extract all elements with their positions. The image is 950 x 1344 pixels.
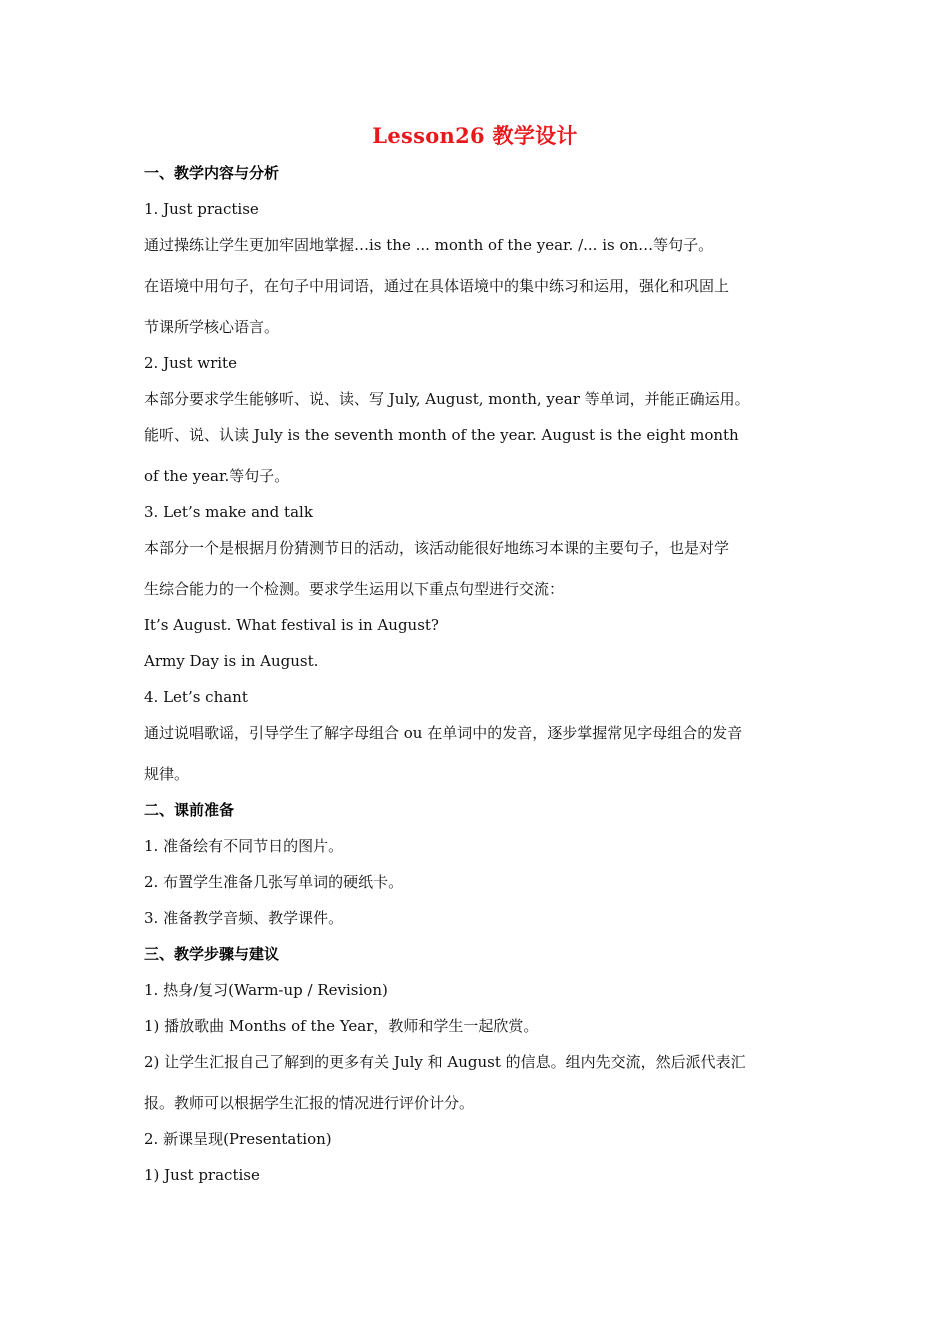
step-title-presentation: 2. 新课呈现(Presentation) [144,1130,332,1148]
subsection-title-chant: 4. Let’s chant [144,688,248,706]
example-sentence: Army Day is in August. [144,652,319,670]
paragraph-line: of the year.等句子。 [144,467,290,485]
subsection-title-just-write: 2. Just write [144,354,237,372]
paragraph-line: 生综合能力的一个检测。要求学生运用以下重点句型进行交流： [144,580,565,598]
list-item-continuation: 报。教师可以根据学生汇报的情况进行评价计分。 [144,1094,475,1112]
list-item: 1) 播放歌曲 Months of the Year，教师和学生一起欣赏。 [144,1017,539,1035]
list-item: 3. 准备教学音频、教学课件。 [144,909,344,927]
document-title: Lesson26 教学设计 [372,123,578,148]
paragraph-line: 本部分一个是根据月份猜测节日的活动，该活动能很好地练习本课的主要句子，也是对学 [144,539,730,557]
paragraph-line: 规律。 [144,765,190,783]
paragraph-line: 节课所学核心语言。 [144,318,280,336]
subsection-title-just-practise: 1. Just practise [144,200,259,218]
list-item: 1. 准备绘有不同节日的图片。 [144,837,344,855]
paragraph-line: 通过操练让学生更加牢固地掌握…is the ... month of the year. /... is on…等句子。 [144,236,714,254]
list-item: 1) Just practise [144,1166,260,1184]
step-title-warm-up: 1. 热身/复习(Warm-up / Revision) [144,981,388,999]
section-heading-content-analysis: 一、教学内容与分析 [144,164,280,182]
example-sentence: It’s August. What festival is in August? [144,616,439,634]
subsection-title-make-and-talk: 3. Let’s make and talk [144,503,313,521]
section-heading-preparation: 二、课前准备 [144,801,235,819]
section-heading-teaching-steps: 三、教学步骤与建议 [144,945,280,963]
paragraph-line: 本部分要求学生能够听、说、读、写 July, August, month, year 等单词，并能正确运用。 [144,390,750,408]
paragraph-line: 通过说唱歌谣，引导学生了解字母组合 ou 在单词中的发音，逐步掌握常见字母组合的发音 [144,724,743,742]
paragraph-line: 能听、说、认读 July is the seventh month of the year. August is the eight month [144,426,739,444]
paragraph-line: 在语境中用句子，在句子中用词语，通过在具体语境中的集中练习和运用，强化和巩固上 [144,277,730,295]
list-item: 2. 布置学生准备几张写单词的硬纸卡。 [144,873,404,891]
list-item: 2) 让学生汇报自己了解到的更多有关 July 和 August 的信息。组内先交流，然后派代表汇 [144,1053,746,1071]
